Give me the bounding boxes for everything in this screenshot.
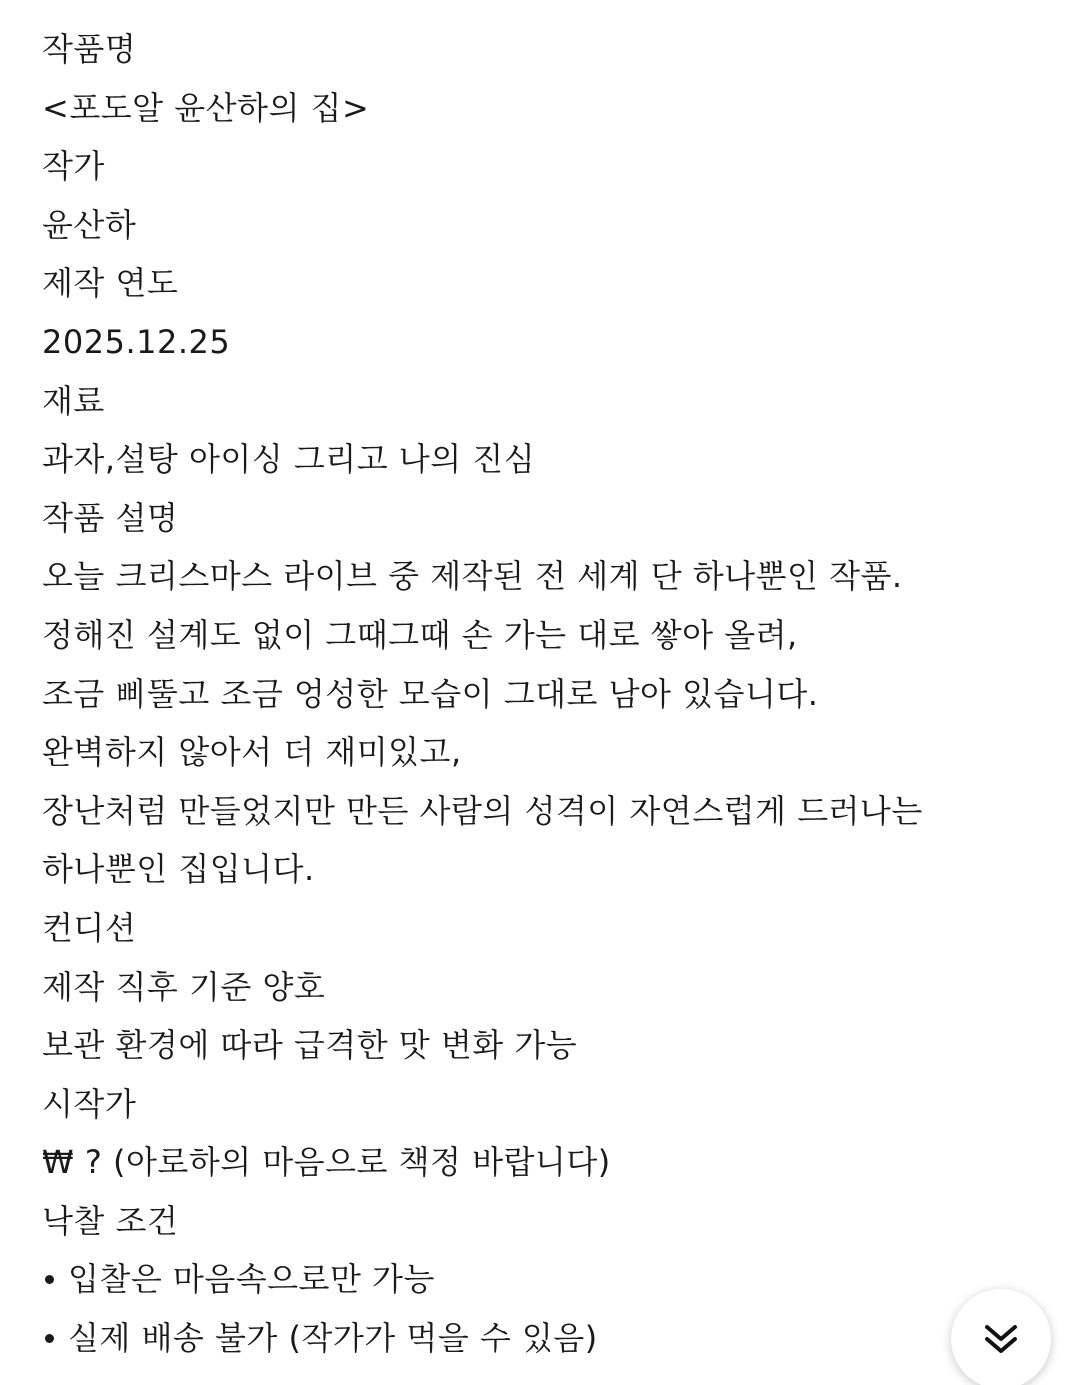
bullet-icon — [45, 1334, 54, 1343]
value-condition: 보관 환경에 따라 급격한 맛 변화 가능 — [42, 1026, 578, 1065]
value-materials: 과자,설탕 아이싱 그리고 나의 진심 — [42, 440, 536, 479]
label-materials: 재료 — [42, 381, 105, 420]
description-line: 오늘 크리스마스 라이브 중 제작된 전 세계 단 하나뿐인 작품. — [42, 557, 903, 596]
label-description: 작품 설명 — [42, 498, 179, 537]
description-line: 하나뿐인 집입니다. — [42, 850, 315, 889]
list-item-text: 실제 배송 불가 (작가가 먹을 수 있음) — [68, 1319, 598, 1358]
label-condition: 컨디션 — [42, 908, 137, 947]
label-artist: 작가 — [42, 147, 105, 186]
label-year: 제작 연도 — [42, 264, 179, 303]
label-winning-conditions: 낙찰 조건 — [42, 1201, 179, 1240]
auction-description — [42, 20, 1042, 1368]
value-artist: 윤산하 — [42, 205, 137, 244]
description-line: 장난처럼 만들었지만 만든 사람의 성격이 자연스럽게 드러나는 — [42, 791, 923, 830]
scroll-down-button[interactable] — [951, 1289, 1051, 1385]
list-item — [42, 1250, 1042, 1309]
label-title: 작품명 — [42, 30, 137, 68]
value-year: 2025.12.25 — [42, 322, 231, 361]
value-condition: 제작 직후 기준 양호 — [42, 967, 326, 1006]
value-title: <포도알 윤산하의 집> — [42, 88, 370, 127]
bullet-icon — [45, 1275, 54, 1284]
value-starting-price: ₩ ? (아로하의 마음으로 책정 바랍니다) — [42, 1143, 611, 1182]
list-item-text: 입찰은 마음속으로만 가능 — [68, 1260, 435, 1299]
description-line: 조금 삐뚤고 조금 엉성한 모습이 그대로 남아 있습니다. — [42, 674, 819, 713]
list-item — [42, 1309, 1042, 1368]
description-line: 완벽하지 않아서 더 재미있고, — [42, 733, 462, 772]
description-line: 정해진 설계도 없이 그때그때 손 가는 대로 쌓아 올려, — [42, 615, 798, 654]
label-starting-price: 시작가 — [42, 1084, 137, 1123]
double-chevron-down-icon — [981, 1319, 1021, 1359]
